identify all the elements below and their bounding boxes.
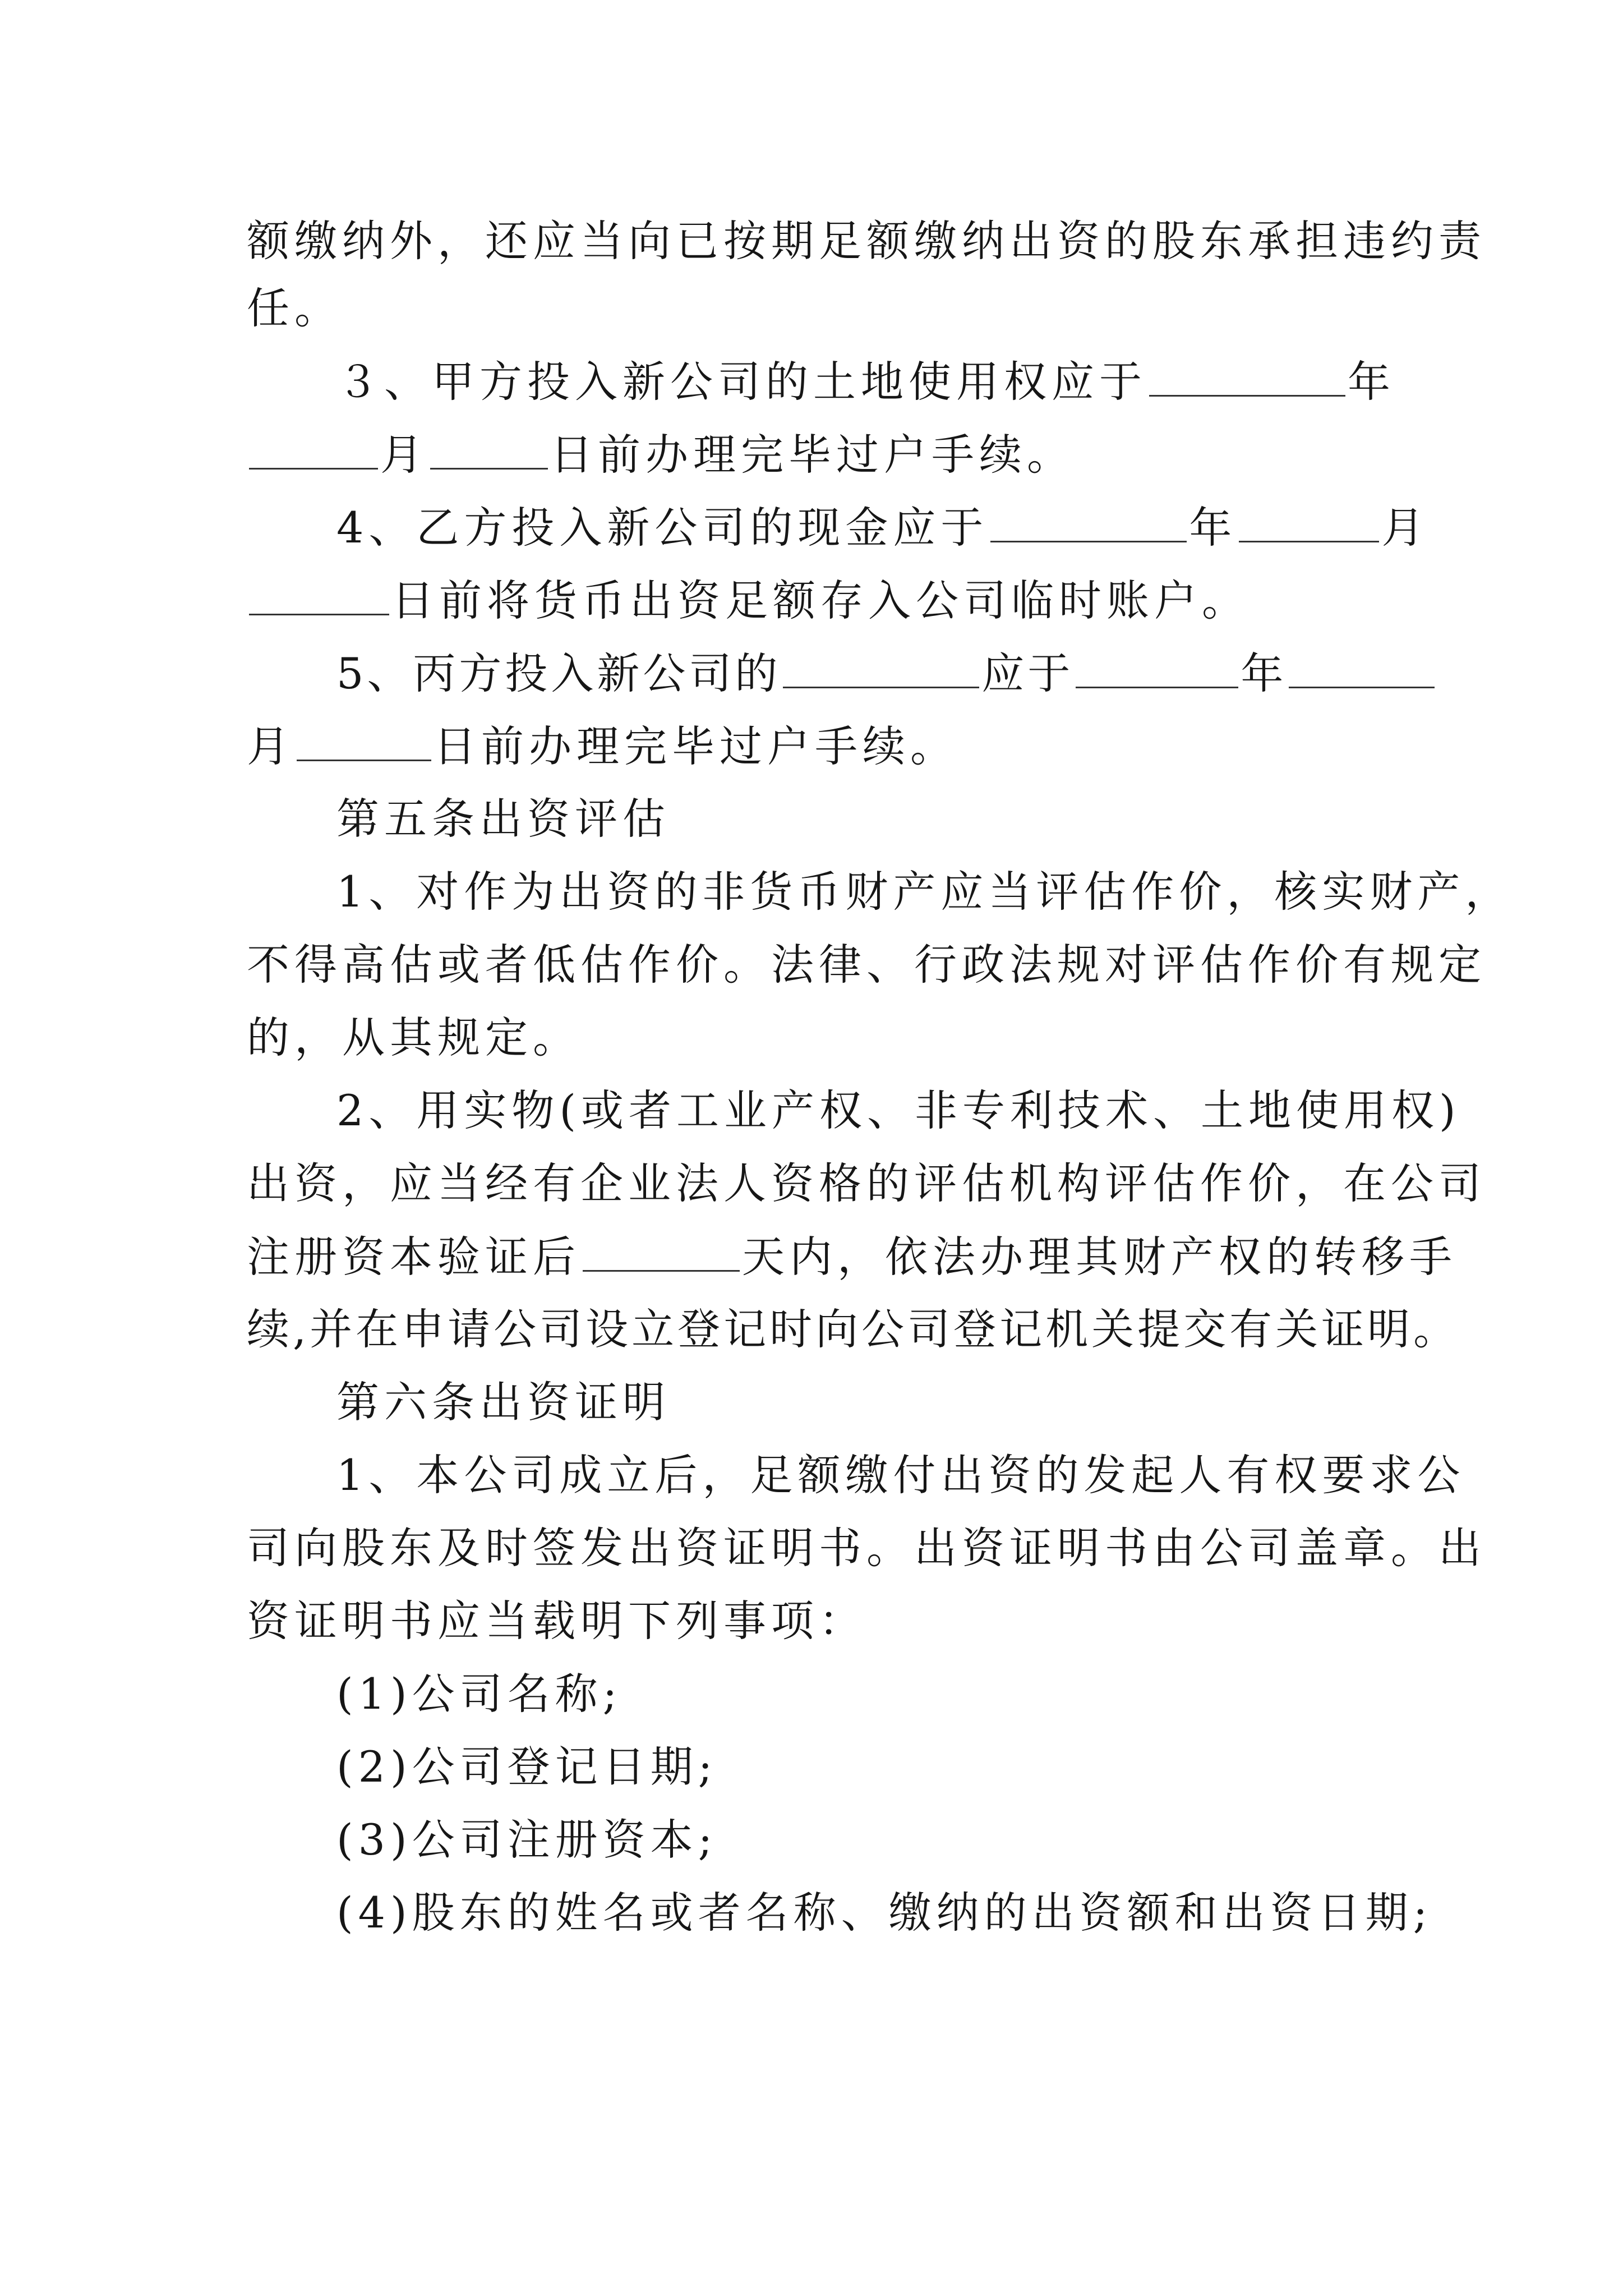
text-line: [336, 1374, 670, 1430]
text-line: [336, 1812, 717, 1868]
text-span: 年: [1241, 648, 1287, 698]
text-line: [247, 1593, 866, 1649]
text-span: (2)公司登记日期;: [336, 1742, 718, 1792]
text-span: 任。: [247, 283, 342, 333]
fill-blank: [1076, 645, 1238, 688]
text-line: [336, 1885, 1432, 1941]
text-span: 年: [1348, 357, 1395, 407]
text-line: [336, 864, 1513, 920]
text-span: 1、本公司成立后，足额缴付出资的发起人有权要求公: [336, 1450, 1465, 1500]
text-span: 日前办理完毕过户手续。: [550, 430, 1075, 480]
text-span: 第五条出资评估: [336, 794, 670, 844]
text-span: 1、对作为出资的非货币财产应当评估作价，核实财产，: [336, 867, 1513, 917]
text-line: [247, 1228, 1457, 1285]
text-span: 第六条出资证明: [336, 1377, 670, 1427]
text-line: [247, 426, 1075, 483]
text-line: [336, 353, 1395, 410]
text-line: [247, 1156, 1486, 1212]
text-span: 月: [247, 721, 294, 771]
text-line: [247, 1301, 1459, 1358]
fill-blank: [583, 1228, 740, 1272]
text-line: [336, 499, 1429, 556]
fill-blank: [1149, 353, 1345, 397]
text-line: [336, 1083, 1461, 1139]
text-span: 资证明书应当载明下列事项：: [247, 1596, 866, 1646]
fill-blank: [1239, 499, 1379, 542]
text-span: (4)股东的姓名或者名称、缴纳的出资额和出资日期;: [336, 1888, 1433, 1938]
text-span: 续,并在申请公司设立登记时向公司登记机关提交有关证明。: [247, 1304, 1460, 1354]
text-span: 应于: [981, 648, 1074, 698]
text-span: 2、用实物(或者工业产权、非专利技术、土地使用权): [336, 1085, 1461, 1135]
text-span: 4、乙方投入新公司的现金应于: [336, 503, 989, 553]
text-span: 出资，应当经有企业法人资格的评估机构评估作价，在公司: [247, 1158, 1486, 1208]
fill-blank: [430, 426, 548, 470]
fill-blank: [1289, 645, 1435, 688]
fill-blank: [990, 499, 1187, 542]
text-span: 额缴纳外，还应当向已按期足额缴纳出资的股东承担违约责: [247, 216, 1486, 266]
text-span: 5、丙方投入新公司的: [336, 648, 781, 698]
fill-blank: [783, 645, 979, 688]
fill-blank: [249, 426, 378, 470]
text-span: 年: [1189, 503, 1237, 553]
text-line: [336, 1666, 622, 1722]
text-span: 日前将货币出资足额存入公司临时账户。: [391, 576, 1249, 625]
text-span: 月: [380, 430, 428, 480]
text-line: [336, 1447, 1465, 1503]
text-line: [247, 937, 1486, 993]
text-line: [336, 645, 1437, 702]
text-line: [247, 718, 958, 775]
text-span: 注册资本验证后: [247, 1232, 580, 1282]
fill-blank: [249, 572, 389, 615]
text-line: [247, 1010, 580, 1066]
text-line: [247, 1520, 1486, 1576]
text-line: [336, 791, 670, 847]
fill-blank: [297, 718, 431, 761]
text-span: (3)公司注册资本;: [336, 1815, 718, 1865]
text-span: ３、甲方投入新公司的土地使用权应于: [336, 357, 1147, 407]
text-span: (1)公司名称;: [336, 1669, 623, 1719]
text-span: 的，从其规定。: [247, 1013, 580, 1062]
text-span: 日前办理完毕过户手续。: [434, 721, 958, 771]
text-span: 不得高估或者低估作价。法律、行政法规对评估作价有规定: [247, 940, 1486, 990]
text-line: [247, 572, 1249, 629]
text-span: 司向股东及时签发出资证明书。出资证明书由公司盖章。出: [247, 1523, 1486, 1573]
text-line: [247, 280, 342, 337]
text-span: 月: [1381, 503, 1430, 553]
text-span: 天内，依法办理其财产权的转移手: [742, 1232, 1457, 1282]
text-line: [336, 1739, 717, 1795]
text-line: [247, 213, 1486, 269]
